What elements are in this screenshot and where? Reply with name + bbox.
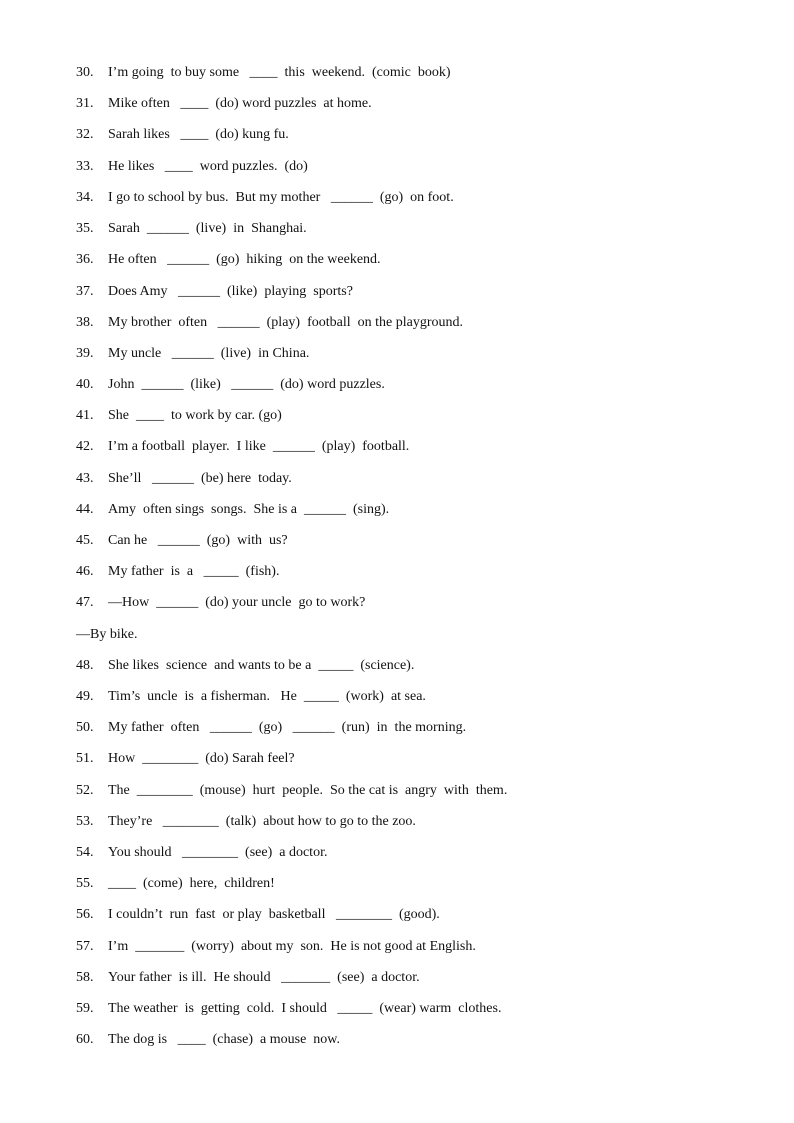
- question-number: 48.: [76, 658, 94, 673]
- question-number: 35.: [76, 221, 94, 236]
- question-text: Can he ______ (go) with us?: [108, 533, 288, 548]
- question-number: 44.: [76, 502, 94, 517]
- question-number: 46.: [76, 564, 94, 579]
- question-text: You should ________ (see) a doctor.: [108, 845, 328, 860]
- answer-line: [76, 625, 754, 645]
- question-line: [76, 250, 754, 270]
- question-text: Sarah likes ____ (do) kung fu.: [108, 127, 289, 142]
- question-text: He often ______ (go) hiking on the weekend.: [108, 252, 381, 267]
- question-number: 56.: [76, 907, 94, 922]
- question-line: [76, 874, 754, 894]
- question-text: I’m a football player. I like ______ (play) football.: [108, 439, 410, 454]
- question-number: 59.: [76, 1001, 94, 1016]
- question-line: [76, 344, 754, 364]
- question-line: [76, 687, 754, 707]
- question-number: 60.: [76, 1032, 94, 1047]
- question-text: Your father is ill. He should _______ (see) a doctor.: [108, 970, 420, 985]
- question-text: How ________ (do) Sarah feel?: [108, 751, 295, 766]
- question-line: [76, 219, 754, 239]
- question-text: The dog is ____ (chase) a mouse now.: [108, 1032, 340, 1047]
- question-line: [76, 63, 754, 83]
- question-line: [76, 781, 754, 801]
- question-text: I couldn’t run fast or play basketball ________ (good).: [108, 907, 440, 922]
- question-number: 30.: [76, 65, 94, 80]
- question-line: [76, 843, 754, 863]
- question-number: 52.: [76, 783, 94, 798]
- question-number: 54.: [76, 845, 94, 860]
- question-number: 33.: [76, 159, 94, 174]
- question-text: They’re ________ (talk) about how to go to the zoo.: [108, 814, 416, 829]
- question-line: [76, 157, 754, 177]
- question-number: 45.: [76, 533, 94, 548]
- question-line: [76, 999, 754, 1019]
- question-number: 55.: [76, 876, 94, 891]
- question-text: Tim’s uncle is a fisherman. He _____ (work) at sea.: [108, 689, 426, 704]
- question-text: Sarah ______ (live) in Shanghai.: [108, 221, 307, 236]
- question-line: [76, 718, 754, 738]
- question-line: [76, 500, 754, 520]
- question-line: [76, 1030, 754, 1050]
- question-line: [76, 812, 754, 832]
- question-number: 42.: [76, 439, 94, 454]
- question-line: [76, 282, 754, 302]
- question-number: 51.: [76, 751, 94, 766]
- question-line: [76, 749, 754, 769]
- question-text: —How ______ (do) your uncle go to work?: [108, 595, 366, 610]
- question-text: My father is a _____ (fish).: [108, 564, 280, 579]
- question-line: [76, 937, 754, 957]
- question-line: [76, 406, 754, 426]
- question-number: 31.: [76, 96, 94, 111]
- question-text: She ____ to work by car. (go): [108, 408, 282, 423]
- question-line: [76, 593, 754, 613]
- question-number: 53.: [76, 814, 94, 829]
- question-text: Mike often ____ (do) word puzzles at home.: [108, 96, 372, 111]
- question-number: 49.: [76, 689, 94, 704]
- question-number: 37.: [76, 284, 94, 299]
- question-text: The ________ (mouse) hurt people. So the cat is angry with them.: [108, 783, 508, 798]
- question-text: He likes ____ word puzzles. (do): [108, 159, 308, 174]
- question-line: [76, 188, 754, 208]
- question-number: 50.: [76, 720, 94, 735]
- question-text: She likes science and wants to be a _____ (science).: [108, 658, 415, 673]
- question-number: 32.: [76, 127, 94, 142]
- question-number: 47.: [76, 595, 94, 610]
- question-number: 40.: [76, 377, 94, 392]
- question-text: ____ (come) here, children!: [108, 876, 275, 891]
- question-text: My uncle ______ (live) in China.: [108, 346, 310, 361]
- question-text: My brother often ______ (play) football on the playground.: [108, 315, 463, 330]
- question-text: John ______ (like) ______ (do) word puzzles.: [108, 377, 385, 392]
- question-number: 36.: [76, 252, 94, 267]
- question-number: 34.: [76, 190, 94, 205]
- answer-text: —By bike.: [76, 627, 138, 642]
- question-text: The weather is getting cold. I should _____ (wear) warm clothes.: [108, 1001, 502, 1016]
- question-line: [76, 125, 754, 145]
- question-line: [76, 313, 754, 333]
- question-text: I’m _______ (worry) about my son. He is not good at English.: [108, 939, 476, 954]
- question-line: [76, 562, 754, 582]
- question-number: 41.: [76, 408, 94, 423]
- question-number: 38.: [76, 315, 94, 330]
- question-text: Amy often sings songs. She is a ______ (sing).: [108, 502, 390, 517]
- question-text: I’m going to buy some ____ this weekend. (comic book): [108, 65, 451, 80]
- question-line: [76, 437, 754, 457]
- question-line: [76, 94, 754, 114]
- question-text: My father often ______ (go) ______ (run) in the morning.: [108, 720, 467, 735]
- question-text: She’ll ______ (be) here today.: [108, 471, 292, 486]
- question-number: 57.: [76, 939, 94, 954]
- question-line: [76, 469, 754, 489]
- question-line: [76, 531, 754, 551]
- question-line: [76, 656, 754, 676]
- question-line: [76, 905, 754, 925]
- question-number: 39.: [76, 346, 94, 361]
- question-number: 58.: [76, 970, 94, 985]
- question-text: I go to school by bus. But my mother ______ (go) on foot.: [108, 190, 454, 205]
- question-line: [76, 968, 754, 988]
- question-text: Does Amy ______ (like) playing sports?: [108, 284, 353, 299]
- question-number: 43.: [76, 471, 94, 486]
- question-line: [76, 375, 754, 395]
